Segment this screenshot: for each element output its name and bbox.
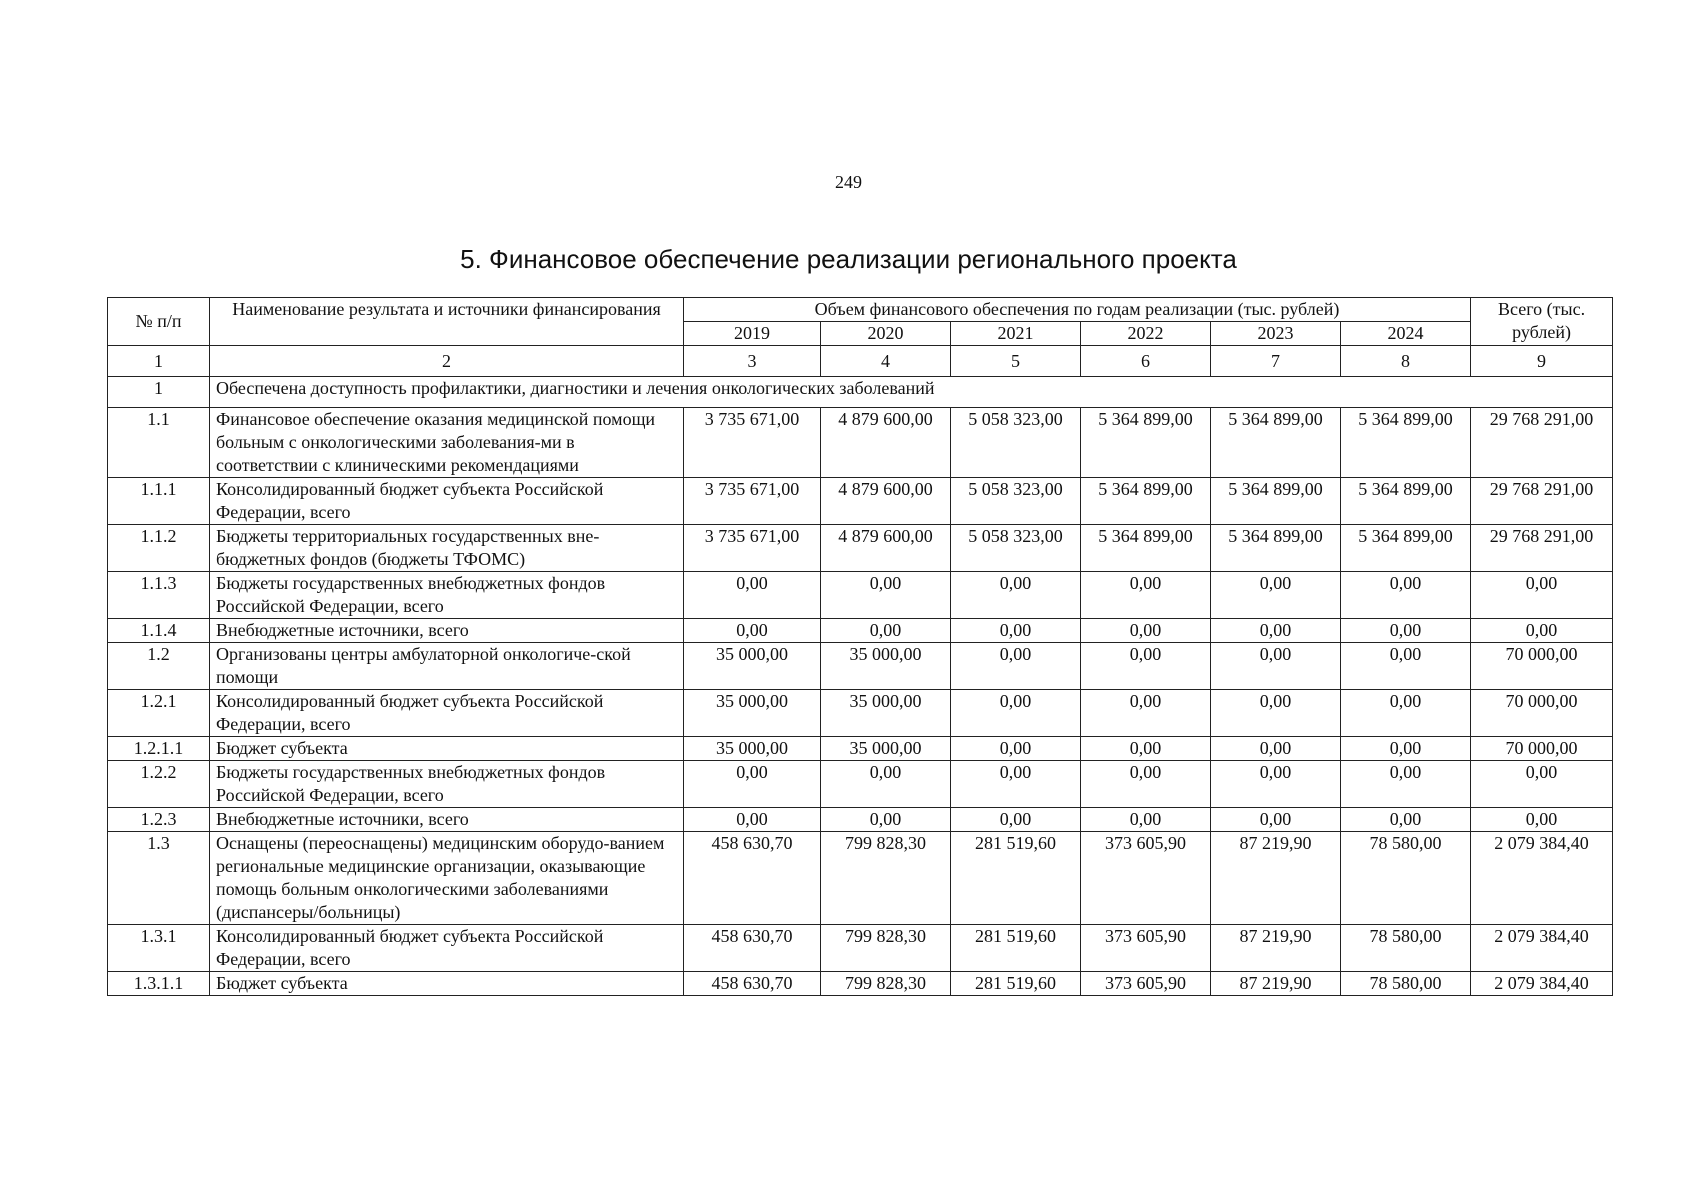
row-value: 5 364 899,00 xyxy=(1211,478,1341,525)
row-value: 35 000,00 xyxy=(684,643,821,690)
row-value: 78 580,00 xyxy=(1341,925,1471,972)
row-total: 29 768 291,00 xyxy=(1471,408,1613,478)
table-row xyxy=(108,832,1613,925)
row-value: 0,00 xyxy=(1081,619,1211,643)
row-name: Бюджет субъекта xyxy=(210,737,684,761)
row-value: 5 364 899,00 xyxy=(1211,408,1341,478)
column-number: 7 xyxy=(1211,346,1341,377)
row-value: 0,00 xyxy=(1211,761,1341,808)
row-value: 35 000,00 xyxy=(684,690,821,737)
row-value: 0,00 xyxy=(1341,572,1471,619)
row-name: Консолидированный бюджет субъекта Российской Федерации, всего xyxy=(210,478,684,525)
header-volume: Объем финансового обеспечения по годам реализации (тыс. рублей) xyxy=(684,298,1471,322)
row-value: 35 000,00 xyxy=(821,737,951,761)
row-value: 281 519,60 xyxy=(951,972,1081,996)
row-number: 1.2.3 xyxy=(108,808,210,832)
row-value: 458 630,70 xyxy=(684,925,821,972)
row-value: 799 828,30 xyxy=(821,832,951,925)
row-value: 0,00 xyxy=(1081,572,1211,619)
table-row xyxy=(108,619,1613,643)
table-row xyxy=(108,972,1613,996)
row-number: 1.1 xyxy=(108,408,210,478)
row-value: 0,00 xyxy=(1211,572,1341,619)
column-number: 9 xyxy=(1471,346,1613,377)
row-value: 0,00 xyxy=(821,808,951,832)
header-year: 2024 xyxy=(1341,322,1471,346)
row-value: 0,00 xyxy=(821,619,951,643)
row-value: 5 364 899,00 xyxy=(1081,525,1211,572)
row-value: 5 058 323,00 xyxy=(951,408,1081,478)
row-total: 2 079 384,40 xyxy=(1471,925,1613,972)
row-value: 0,00 xyxy=(1081,737,1211,761)
row-total: 70 000,00 xyxy=(1471,643,1613,690)
header-num: № п/п xyxy=(108,298,210,346)
row-total: 29 768 291,00 xyxy=(1471,478,1613,525)
table-row xyxy=(108,690,1613,737)
row-number: 1.1.1 xyxy=(108,478,210,525)
header-year: 2022 xyxy=(1081,322,1211,346)
row-value: 35 000,00 xyxy=(821,690,951,737)
row-value: 87 219,90 xyxy=(1211,832,1341,925)
column-number: 2 xyxy=(210,346,684,377)
row-value: 35 000,00 xyxy=(684,737,821,761)
row-name: Финансовое обеспечение оказания медицинской помощи больным с онкологическими заболевания-ми в соответствии с клиническими рекомендациями xyxy=(210,408,684,478)
row-name: Бюджеты государственных внебюджетных фондов Российской Федерации, всего xyxy=(210,761,684,808)
row-number: 1.3.1 xyxy=(108,925,210,972)
table-row xyxy=(108,737,1613,761)
table-row xyxy=(108,925,1613,972)
row-value: 0,00 xyxy=(951,808,1081,832)
row-value: 0,00 xyxy=(821,761,951,808)
row-value: 0,00 xyxy=(951,737,1081,761)
column-number: 3 xyxy=(684,346,821,377)
row-value: 0,00 xyxy=(951,643,1081,690)
row-value: 0,00 xyxy=(684,808,821,832)
section-num: 1 xyxy=(108,377,210,408)
column-number: 1 xyxy=(108,346,210,377)
row-number: 1.1.3 xyxy=(108,572,210,619)
row-name: Оснащены (переоснащены) медицинским оборудо-ванием региональные медицинские организации, оказывающие помощь больным онкологическими заболеваниями (диспансеры/больницы) xyxy=(210,832,684,925)
row-total: 0,00 xyxy=(1471,808,1613,832)
row-total: 70 000,00 xyxy=(1471,737,1613,761)
row-value: 5 364 899,00 xyxy=(1081,478,1211,525)
column-number-row xyxy=(108,346,1613,377)
row-value: 0,00 xyxy=(1341,808,1471,832)
row-value: 0,00 xyxy=(1081,643,1211,690)
row-value: 35 000,00 xyxy=(821,643,951,690)
header-name: Наименование результата и источники финансирования xyxy=(210,298,684,346)
row-value: 3 735 671,00 xyxy=(684,525,821,572)
row-value: 0,00 xyxy=(951,572,1081,619)
row-total: 0,00 xyxy=(1471,761,1613,808)
row-name: Внебюджетные источники, всего xyxy=(210,619,684,643)
financing-table xyxy=(107,297,1613,996)
section-row xyxy=(108,377,1613,408)
row-name: Организованы центры амбулаторной онкологиче-ской помощи xyxy=(210,643,684,690)
row-value: 0,00 xyxy=(1081,690,1211,737)
row-name: Бюджеты государственных внебюджетных фондов Российской Федерации, всего xyxy=(210,572,684,619)
row-value: 0,00 xyxy=(1081,761,1211,808)
row-value: 373 605,90 xyxy=(1081,832,1211,925)
table-row xyxy=(108,761,1613,808)
row-value: 0,00 xyxy=(951,619,1081,643)
row-value: 0,00 xyxy=(951,761,1081,808)
row-value: 0,00 xyxy=(684,619,821,643)
row-number: 1.1.2 xyxy=(108,525,210,572)
row-name: Бюджет субъекта xyxy=(210,972,684,996)
row-value: 3 735 671,00 xyxy=(684,408,821,478)
row-number: 1.3.1.1 xyxy=(108,972,210,996)
row-value: 0,00 xyxy=(684,572,821,619)
row-value: 0,00 xyxy=(1341,737,1471,761)
table-row xyxy=(108,643,1613,690)
row-value: 5 058 323,00 xyxy=(951,478,1081,525)
row-value: 5 364 899,00 xyxy=(1211,525,1341,572)
row-number: 1.2.1.1 xyxy=(108,737,210,761)
section-name: Обеспечена доступность профилактики, диагностики и лечения онкологических заболеваний xyxy=(210,377,1613,408)
column-number: 5 xyxy=(951,346,1081,377)
table-row xyxy=(108,808,1613,832)
row-total: 29 768 291,00 xyxy=(1471,525,1613,572)
row-value: 78 580,00 xyxy=(1341,832,1471,925)
row-value: 0,00 xyxy=(821,572,951,619)
row-total: 0,00 xyxy=(1471,572,1613,619)
header-total: Всего (тыс. рублей) xyxy=(1471,298,1613,346)
row-name: Консолидированный бюджет субъекта Российской Федерации, всего xyxy=(210,690,684,737)
row-name: Бюджеты территориальных государственных вне-бюджетных фондов (бюджеты ТФОМС) xyxy=(210,525,684,572)
page-title: 5. Финансовое обеспечение реализации регионального проекта xyxy=(460,244,1237,274)
table-row xyxy=(108,408,1613,478)
row-value: 0,00 xyxy=(1081,808,1211,832)
row-value: 5 364 899,00 xyxy=(1341,525,1471,572)
column-number: 4 xyxy=(821,346,951,377)
row-number: 1.3 xyxy=(108,832,210,925)
row-value: 458 630,70 xyxy=(684,832,821,925)
row-number: 1.2 xyxy=(108,643,210,690)
row-name: Внебюджетные источники, всего xyxy=(210,808,684,832)
row-value: 0,00 xyxy=(1341,690,1471,737)
row-value: 5 364 899,00 xyxy=(1081,408,1211,478)
row-value: 5 364 899,00 xyxy=(1341,408,1471,478)
row-total: 2 079 384,40 xyxy=(1471,832,1613,925)
header-year: 2020 xyxy=(821,322,951,346)
row-value: 0,00 xyxy=(1211,690,1341,737)
row-number: 1.2.1 xyxy=(108,690,210,737)
row-value: 87 219,90 xyxy=(1211,972,1341,996)
header-year: 2023 xyxy=(1211,322,1341,346)
row-value: 4 879 600,00 xyxy=(821,408,951,478)
row-value: 87 219,90 xyxy=(1211,925,1341,972)
header-year: 2019 xyxy=(684,322,821,346)
row-value: 0,00 xyxy=(1341,643,1471,690)
row-value: 78 580,00 xyxy=(1341,972,1471,996)
row-value: 799 828,30 xyxy=(821,925,951,972)
row-value: 373 605,90 xyxy=(1081,972,1211,996)
column-number: 8 xyxy=(1341,346,1471,377)
page-number: 249 xyxy=(835,172,862,192)
row-number: 1.1.4 xyxy=(108,619,210,643)
row-number: 1.2.2 xyxy=(108,761,210,808)
row-value: 4 879 600,00 xyxy=(821,478,951,525)
row-value: 3 735 671,00 xyxy=(684,478,821,525)
row-value: 0,00 xyxy=(1211,643,1341,690)
row-value: 458 630,70 xyxy=(684,972,821,996)
row-value: 373 605,90 xyxy=(1081,925,1211,972)
row-value: 0,00 xyxy=(1211,619,1341,643)
row-value: 281 519,60 xyxy=(951,925,1081,972)
table-row xyxy=(108,478,1613,525)
table-row xyxy=(108,572,1613,619)
row-value: 0,00 xyxy=(1341,761,1471,808)
row-value: 0,00 xyxy=(1211,737,1341,761)
table-row xyxy=(108,525,1613,572)
row-total: 70 000,00 xyxy=(1471,690,1613,737)
row-value: 4 879 600,00 xyxy=(821,525,951,572)
row-value: 799 828,30 xyxy=(821,972,951,996)
row-value: 0,00 xyxy=(1341,619,1471,643)
header-year: 2021 xyxy=(951,322,1081,346)
row-value: 5 058 323,00 xyxy=(951,525,1081,572)
row-value: 0,00 xyxy=(684,761,821,808)
row-total: 0,00 xyxy=(1471,619,1613,643)
row-value: 0,00 xyxy=(1211,808,1341,832)
row-value: 5 364 899,00 xyxy=(1341,478,1471,525)
row-name: Консолидированный бюджет субъекта Российской Федерации, всего xyxy=(210,925,684,972)
column-number: 6 xyxy=(1081,346,1211,377)
row-value: 281 519,60 xyxy=(951,832,1081,925)
row-value: 0,00 xyxy=(951,690,1081,737)
row-total: 2 079 384,40 xyxy=(1471,972,1613,996)
